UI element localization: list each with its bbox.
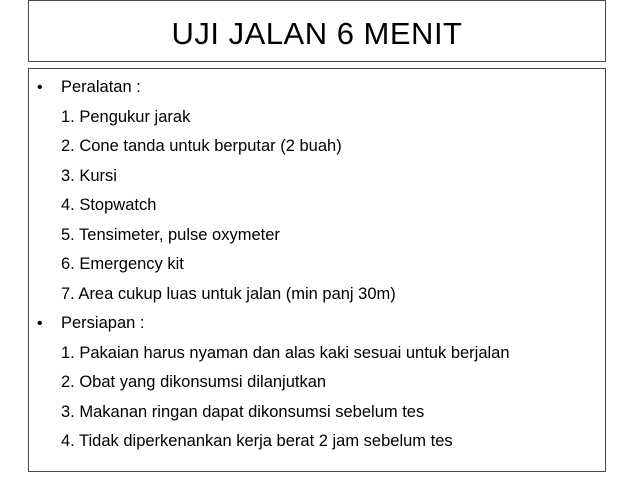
- list-item: 7. Area cukup luas untuk jalan (min panj 30m): [61, 284, 396, 303]
- section-heading: [29, 73, 605, 103]
- list-item: 4. Tidak diperkenankan kerja berat 2 jam sebelum tes: [61, 432, 453, 451]
- list-item: 2. Cone tanda untuk berputar (2 buah): [61, 137, 342, 156]
- list-item: 5. Tensimeter, pulse oxymeter: [61, 225, 280, 244]
- bullet-icon: •: [37, 314, 43, 332]
- list-item: 3. Makanan ringan dapat dikonsumsi sebelum tes: [61, 402, 425, 421]
- section-heading: [29, 309, 605, 339]
- heading-text: Persiapan :: [61, 314, 145, 333]
- list-item: 3. Kursi: [61, 166, 117, 185]
- bullet-icon: •: [37, 78, 43, 96]
- heading-text: Peralatan :: [61, 78, 141, 97]
- section-peralatan: [29, 73, 605, 309]
- list-item: 1. Pakaian harus nyaman dan alas kaki sesuai untuk berjalan: [61, 343, 510, 362]
- list-item: 6. Emergency kit: [61, 255, 184, 274]
- slide-title: UJI JALAN 6 MENIT: [171, 16, 463, 51]
- list-item: 4. Stopwatch: [61, 196, 157, 215]
- title-box: [28, 0, 606, 62]
- list-item: 1. Pengukur jarak: [61, 107, 191, 126]
- content-box: [28, 68, 606, 472]
- section-persiapan: [29, 309, 605, 457]
- list-item: 2. Obat yang dikonsumsi dilanjutkan: [61, 373, 327, 392]
